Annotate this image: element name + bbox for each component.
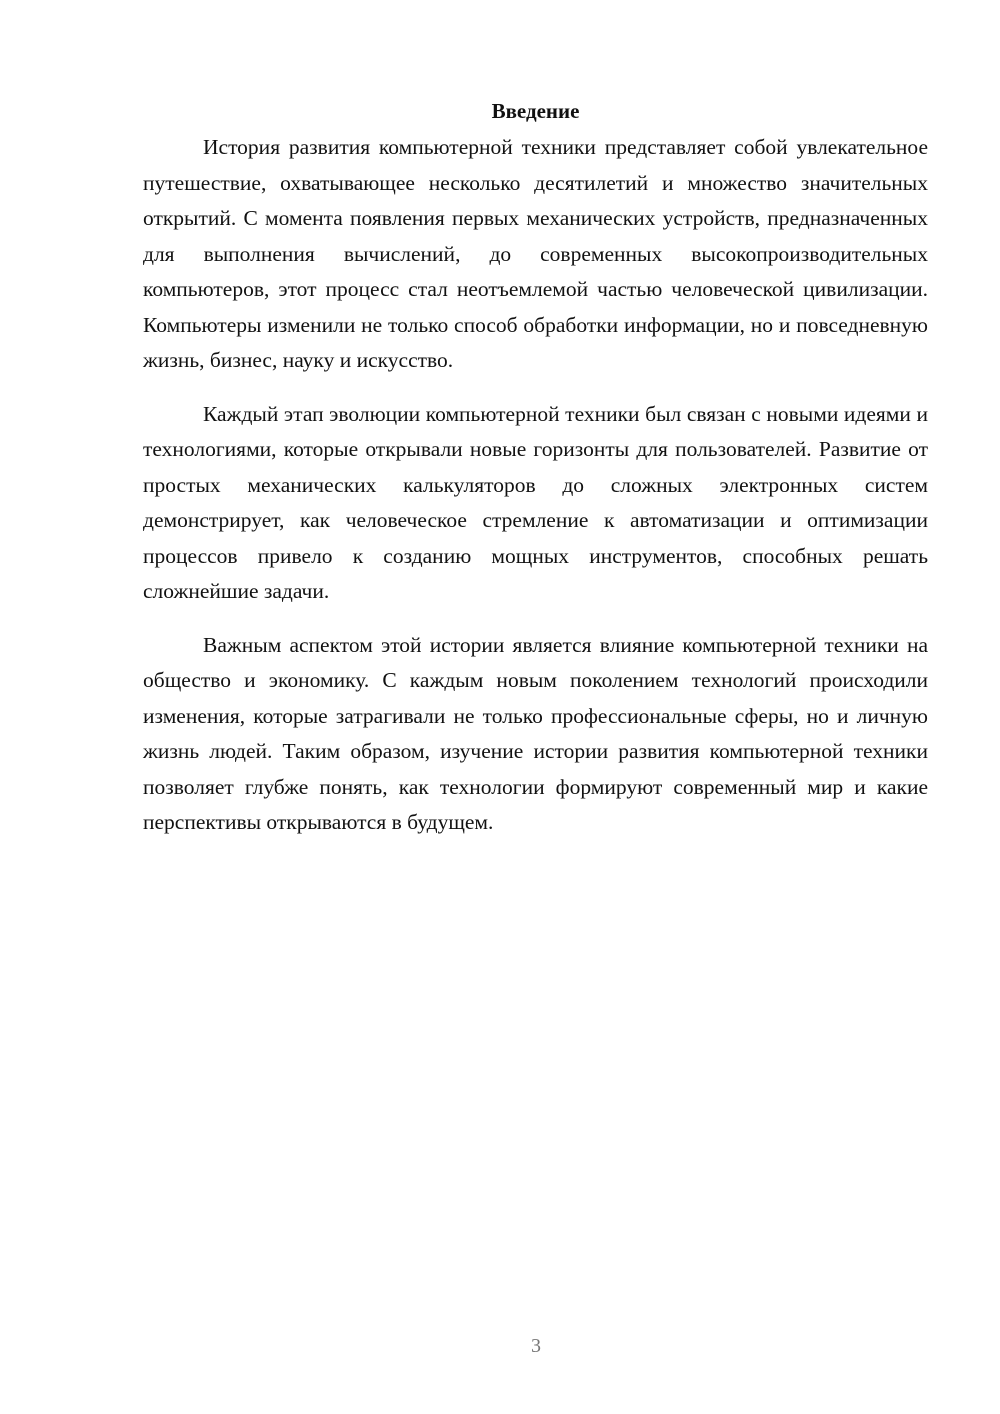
paragraph-1: История развития компьютерной техники представляет собой увлекательное путешествие, охватывающее несколько десятилетий и множество значительных открытий. С момента появления первых механических устройств, предназначенных для выполнения вычислений, до современных высокопроизводительных компьютеров, этот процесс стал неотъемлемой частью человеческой цивилизации. Компьютеры изменили не только способ обработки информации, но и повседневную жизнь, бизнес, науку и искусство. [143,135,928,372]
paragraph-2: Каждый этап эволюции компьютерной техники был связан с новыми идеями и технологиями, которые открывали новые горизонты для пользователей. Развитие от простых механических калькуляторов до сложных электронных систем демонстрирует, как человеческое стремление к автоматизации и оптимизации процессов привело к созданию мощных инструментов, способных решать сложнейшие задачи. [143,401,928,603]
paragraph-3: Важным аспектом этой истории является влияние компьютерной техники на общество и экономику. С каждым новым поколением технологий происходили изменения, которые затрагивали не только профессиональные сферы, но и личную жизнь людей. Таким образом, изучение истории развития компьютерной техники позволяет глубже понять, как технологии формируют современный мир и какие перспективы открываются в будущем. [143,632,928,834]
page-content [143,96,928,859]
section-title: Введение [491,99,580,123]
page-number: 3 [531,1335,541,1357]
